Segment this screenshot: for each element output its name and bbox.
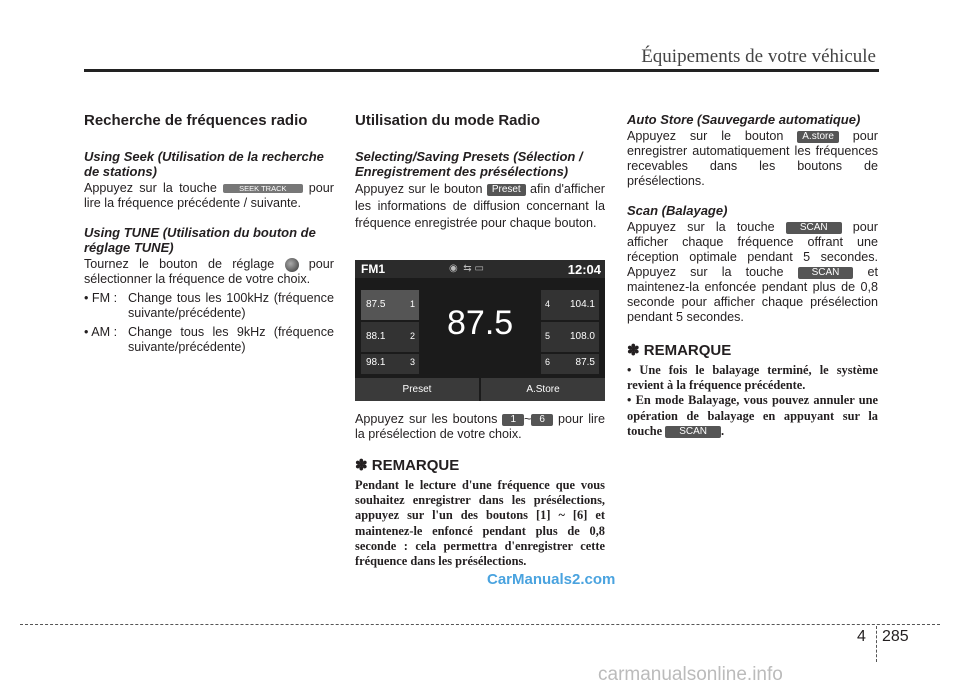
remarque-title-2: ✽ REMARQUE: [627, 342, 732, 359]
page-number: 285: [882, 628, 909, 645]
remarque-bullet-2: • En mode Balayage, vous pouvez annuler une opération de balayage en appuyant sur la touche SCAN .: [627, 393, 878, 438]
remarque-body-1: Pendant le lecture d'une fréquence que vous souhaitez enregistrer dans les présélections, appuyez sur l'un des boutons [1] ~ [6] et maintenez-le enfoncé pendant plus de 0,8 seconde : cela permettra d'enregistrer cette fréquence dans les présélections.: [355, 478, 605, 569]
watermark-carmanualsonline: carmanualsonline.info: [598, 664, 783, 685]
subheading-auto-store: Auto Store (Sauvegarde automatique): [627, 112, 861, 127]
scan-button-icon: SCAN: [786, 222, 842, 234]
header-rule: [84, 69, 879, 72]
remarque-bullet-1: • Une fois le balayage terminé, le système revient à la fréquence précédente.: [627, 363, 878, 393]
preset-slot-6: 6 87.5: [541, 354, 599, 374]
footer-rule: [20, 624, 940, 625]
section-heading: Recherche de fréquences radio: [84, 112, 308, 129]
section-heading-radio: Utilisation du mode Radio: [355, 112, 541, 129]
preset-slot-5: 5 108.0: [541, 322, 599, 352]
paragraph-scan: Appuyez sur la touche SCAN pour afficher chaque fréquence offrant une réception optimale pendant 5 secondes. Appuyez sur la touche SCAN et maintenez-la enfoncée pendant plus de 0,8 seconde pour afficher chaque présélection pendant 5 secondes.: [627, 220, 879, 324]
remarque-title-1: ✽ REMARQUE: [355, 457, 460, 474]
paragraph-auto-store: Appuyez sur le bouton A.store pour enregistrer automatiquement les fréquences recevables dans les boutons de présélections.: [627, 129, 879, 188]
preset-slot-2: 88.1 2: [361, 322, 419, 352]
radio-screen-illustration: [355, 260, 605, 401]
subheading-tune: Using TUNE (Utilisation du bouton de réglage TUNE): [84, 225, 316, 255]
paragraph-tune: Tournez le bouton de réglage pour sélectionner la fréquence de votre choix.: [84, 257, 335, 286]
list-item-am: • AM : Change tous les 9kHz (fréquence suivante/précédente): [84, 325, 334, 354]
radio-frequency: 87.5: [447, 304, 514, 342]
radio-astore-softkey: A.Store: [481, 378, 605, 401]
subheading-seek: Using Seek (Utilisation de la recherche de stations): [84, 149, 324, 179]
radio-status-icons: ◉ ⇆ ▭: [449, 263, 484, 274]
paragraph-seek: Appuyez sur la touche SEEK TRACK pour lire la fréquence précédente / suivante.: [84, 181, 335, 210]
preset-slot-3: 98.1 3: [361, 354, 419, 374]
radio-preset-softkey: Preset: [355, 378, 479, 401]
column-2: [355, 112, 605, 232]
radio-band: FM1: [361, 262, 385, 276]
footer-divider: [876, 626, 877, 662]
column-3: [627, 112, 878, 439]
chapter-number: 4: [857, 628, 866, 645]
preset-slot-1: 87.5 1: [361, 290, 419, 320]
subheading-scan: Scan (Balayage): [627, 203, 728, 218]
preset-1-button-icon: 1: [502, 414, 524, 426]
paragraph-preset-buttons: Appuyez sur les boutons 1 ~ 6 pour lire la présélection de votre choix. ✽ REMARQUE Pendant le lecture d'une fréquence que vous souhaitez enregistrer dans les présélections, appuyez sur l'un des boutons [1] ~ [6] et maintenez-le enfoncé pendant plus de 0,8 seconde : cela permettra d'enregistrer cette fréquence dans les présélections.: [355, 412, 605, 569]
seek-track-button-icon: SEEK TRACK: [223, 184, 302, 193]
preset-6-button-icon: 6: [531, 414, 553, 426]
subheading-presets: Selecting/Saving Presets (Sélection / Enregistrement des présélections): [355, 149, 583, 179]
preset-slot-4: 4 104.1: [541, 290, 599, 320]
column-1: [84, 112, 334, 355]
preset-button-icon: Preset: [487, 184, 526, 196]
watermark-carmanuals2: CarManuals2.com: [487, 571, 616, 588]
tune-knob-icon: [285, 258, 299, 272]
running-header: Équipements de votre véhicule: [641, 46, 876, 67]
paragraph-preset: Appuyez sur le bouton Preset afin d'afficher les informations de diffusion concernant la fréquence enregistrée pour chaque bouton.: [355, 182, 605, 230]
scan-button-icon-2: SCAN: [798, 267, 854, 279]
scan-button-icon-3: SCAN: [665, 426, 721, 438]
radio-clock: 12:04: [567, 262, 601, 277]
astore-button-icon: A.store: [797, 131, 839, 143]
list-item-fm: • FM : Change tous les 100kHz (fréquence suivante/précédente): [84, 291, 334, 320]
